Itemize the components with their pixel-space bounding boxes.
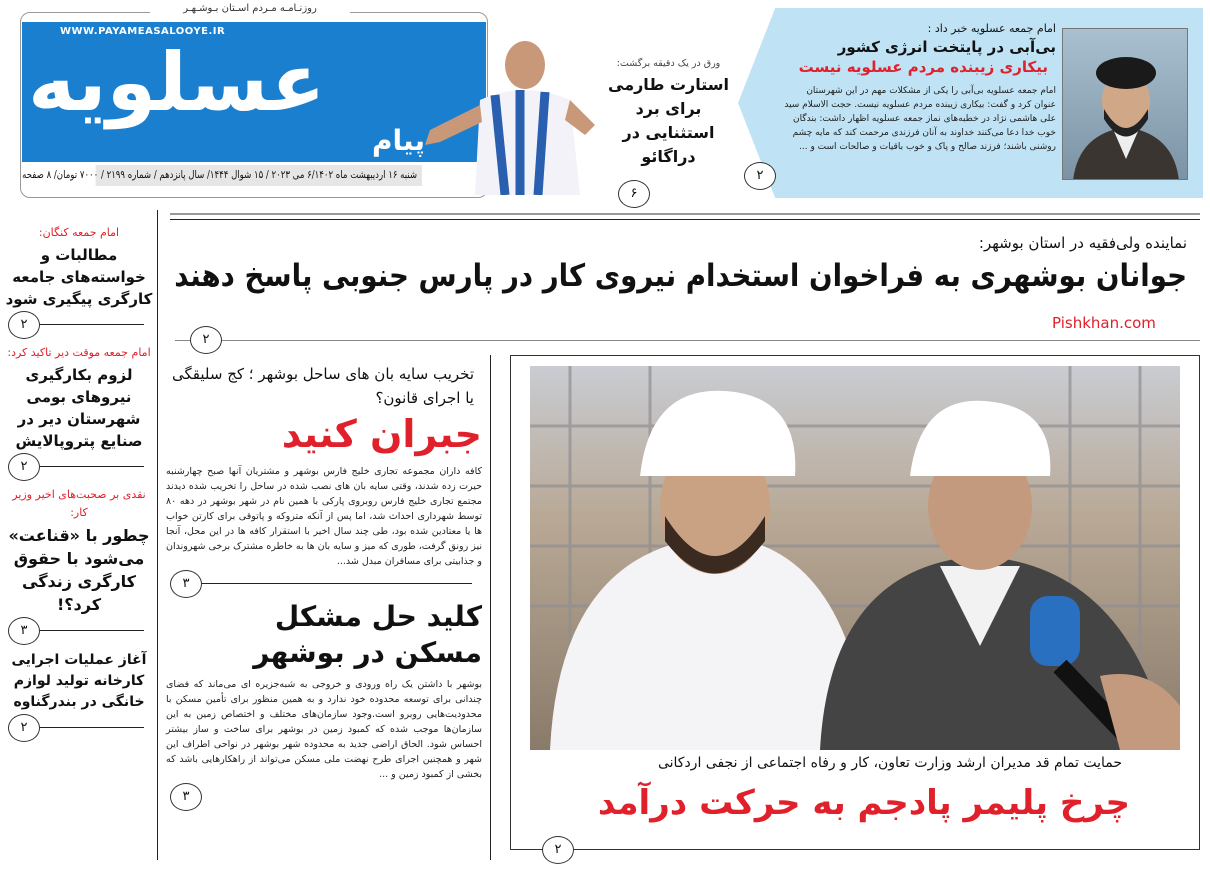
left-story-1[interactable]: [4, 224, 154, 310]
page-ref-badge[interactable]: ۲: [190, 326, 222, 354]
middle-story-1[interactable]: [166, 362, 482, 569]
photo-story-title[interactable]: چرخ پلیمر پادجم به حرکت درآمد: [597, 783, 1130, 823]
masthead-url[interactable]: WWW.PAYAMEASALOOYE.IR: [60, 26, 226, 37]
masthead-tagline: روزنـامـه مـردم اسـتان بـوشـهـر: [150, 3, 350, 14]
page-ref-badge[interactable]: ۲: [8, 453, 40, 481]
divider: [180, 583, 472, 584]
left-column: [4, 224, 154, 743]
middle-story-title: جبران کنید: [281, 412, 482, 456]
divider: [170, 219, 1200, 220]
footballer-photo: [420, 30, 600, 195]
officials-photo: [530, 366, 1180, 750]
left-story-2[interactable]: [4, 344, 154, 452]
middle-story-body: بوشهر با داشتن یک راه ورودی و خروجی به شبه‌جزیره ای می‌ماند که فضای چندانی برای توسعه محدوده خود ندارد و به همین منظور برای تأمین مسکن با محدودیت‌هایی روبرو است.وجود سازمان‌های مختلف و اختصاص زمین به این سازمان‌ها موجب شده که کمبود زمین در بوشهر برای ساخت و ساز بیشتر احساس شود. الحاق اراضی جدید به محدوده شهر بوشهر در نواحی اطراف این شهر و همچنین اجرای طرح نهضت ملی مسکن می‌تواند از راهکارهایی باشد که بخشی از کمبود زمین و ...: [166, 679, 482, 780]
middle-column: [166, 362, 482, 810]
teaser[interactable]: [602, 58, 735, 169]
page-ref-badge[interactable]: ۲: [542, 836, 574, 864]
left-story-3[interactable]: [4, 486, 154, 616]
divider-row: [166, 569, 482, 599]
middle-story-2[interactable]: [166, 599, 482, 782]
teaser-title: استارت طارمی برای برد استثنایی در دراگائو: [608, 75, 729, 166]
left-story-title: آغاز عملیات اجرایی کارخانه تولید لوازم خانگی در بندرگناوه: [11, 652, 147, 710]
newspaper-logo: عسلویه: [28, 36, 326, 129]
dateline: شنبه ۱۶ اردیبهشت ماه ۶/۱۴۰۲ می ۲۰۲۳ / ۱۵ شوال ۱۴۴۴/ سال پانزدهم / شماره ۲۱۹۹ / ۷۰۰۰ تومان/ ۸ صفحه: [96, 165, 422, 186]
left-story-title: لزوم بکارگیری نیروهای بومی شهرستان دیر در صنایع پتروپالایش: [15, 366, 143, 450]
page-ref-badge[interactable]: ۶: [618, 180, 650, 208]
top-story-body: امام جمعه عسلویه بی‌آبی را یکی از مشکلات مهم در این شهرستان عنوان کرد و گفت: بیکاری زیبنده مردم عسلویه نیست. حجت الاسلام سید علی هاشمی نژاد در خطبه‌های نماز جمعه عسلویه اظهار داشت: بندگان خوب خدا دعا می‌کنند خداوند به آنان فرزندی مرحمت کند که مایه چشم روشنی باشند؛ فرزند صالح و پاک و خوب باقیات و صالحات است و ...: [784, 86, 1056, 152]
left-story-title: چطور با «قناعت» می‌شود با حقوق کارگری زندگی کرد؟!: [8, 526, 150, 614]
top-story-kicker: امام جمعه عسلویه خبر داد :: [927, 22, 1056, 35]
top-story[interactable]: [782, 22, 1056, 154]
photo-caption: حمایت تمام قد مدیران ارشد وزارت تعاون، کار و رفاه اجتماعی از نجفی اردکانی: [657, 755, 1122, 771]
column-divider: [157, 210, 158, 860]
left-story-kicker: نقدی بر صحبت‌های اخیر وزیر کار:: [12, 488, 146, 519]
column-divider: [490, 355, 491, 860]
logo-sub: پیام: [372, 124, 425, 157]
portrait-illustration: [1063, 29, 1188, 180]
main-headline-title: جوانان بوشهری به فراخوان استخدام نیروی کار در پارس جنوبی پاسخ دهند: [174, 258, 1188, 294]
divider-row: [4, 310, 154, 340]
divider-row: [4, 616, 154, 646]
teaser-kicker: ورق در یک دقیقه برگشت:: [616, 58, 721, 69]
middle-story-kicker: تخریب سایه بان های ساحل بوشهر ؛ کج سلیقگی یا اجرای قانون؟: [172, 365, 474, 407]
badge-row: [166, 782, 482, 810]
middle-story-body: کافه داران مجموعه تجاری خلیج فارس بوشهر و مشتریان آنها صبح چهارشنبه حیرت زده شدند، وقتی سایه بان های نصب شده در ساحل را تخریب شده دیدند مجتمع تجاری خلیج فارس روبروی پارکی با همین نام در شهر بوشهر در دهه ۸۰ توسط شهرداری احداث شد، اما پس از آنکه متروکه و پاتوقی برای کارتن خواب ها یا معتادین شده بود، طی چند سال اخیر با استقرار کافه ها در این محل، آنجا نیز رونق گرفت، طوری که میز و سایه بان ها به خاطره مشترک برخی شهروندان و جذابیتی برای مسافران مبدل شد...: [166, 466, 482, 567]
middle-story-title: کلید حل مشکل مسکن در بوشهر: [253, 600, 482, 669]
left-story-kicker: امام جمعه کنگان:: [38, 226, 120, 239]
page-ref-badge[interactable]: ۳: [170, 783, 202, 811]
divider: [175, 340, 1200, 341]
photo-illustration: [530, 366, 1180, 750]
page-ref-badge[interactable]: ۲: [8, 311, 40, 339]
main-headline[interactable]: [175, 234, 1187, 296]
divider-row: [4, 713, 154, 743]
top-story-subtitle: بیکاری زیبنده مردم عسلویه نیست: [798, 58, 1048, 76]
main-headline-kicker: نماینده ولی‌فقیه در استان بوشهر:: [978, 234, 1187, 252]
left-story-kicker: امام جمعه موقت دیر تاکید کرد:: [7, 346, 151, 359]
left-story-4[interactable]: [4, 650, 154, 713]
page-ref-badge[interactable]: ۳: [8, 617, 40, 645]
top-story-title: بی‌آبی در پایتخت انرژی کشور: [837, 38, 1056, 56]
page-ref-badge[interactable]: ۲: [8, 714, 40, 742]
watermark: Pishkhan.com: [1052, 314, 1156, 332]
divider-row: [4, 452, 154, 482]
page-ref-badge[interactable]: ۳: [170, 570, 202, 598]
imam-photo: [1062, 28, 1188, 180]
left-story-title: مطالبات و خواسته‌های جامعه کارگری پیگیری شود: [5, 246, 153, 308]
page-ref-badge[interactable]: ۲: [744, 162, 776, 190]
divider: [170, 213, 1200, 215]
